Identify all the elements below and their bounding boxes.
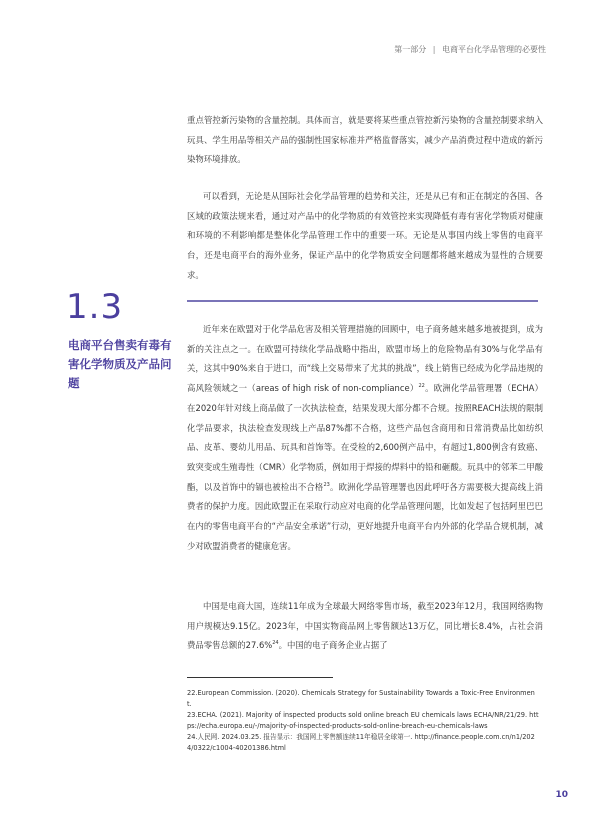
paragraph-4-part-2: 。中国的电子商务企业占据了 bbox=[278, 640, 388, 651]
footnote-rule bbox=[187, 677, 333, 678]
paragraph-2-text: 可以看到，无论是从国际社会化学品管理的趋势和关注，还是从已有和正在制定的各国、各区域的政策法规来看，通过对产品中的化学物质的有效管控来实现降低有毒有害化学物质对健康和环境的不利影响都是整体化学品管理工作中的重要一环。无论是从事国内线上零售的电商平台，还是电商平台的海外业务，保证产品中的化学物质安全问题都将越来越成为显性的合规要求。 bbox=[187, 191, 543, 280]
header-part: 第一部分 bbox=[394, 45, 427, 54]
footnote-ref-22[interactable]: 22 bbox=[418, 383, 425, 390]
section-divider bbox=[187, 300, 538, 302]
paragraph-1-text: 重点管控新污染物的含量控制。具体而言，就是要将某些重点管控新污染物的含量控制要求纳入玩具、学生用品等相关产品的强制性国家标准并严格监督落实，减少产品消费过程中造成的新污染物环境排放。 bbox=[187, 115, 543, 165]
header-separator: | bbox=[432, 45, 436, 54]
footnote-ref-23[interactable]: 23 bbox=[323, 481, 330, 488]
paragraph-3-part-3: 。欧洲化学品管理署也因此呼吁各方需要极大提高线上消费者的保护力度。因此欧盟正在采取行动应对电商的化学品管理问题，比如发起了包括阿里巴巴在内的零售电商平台的“产品安全承诺”行动，更好地提升电商平台内外部的化学品合规机制，减少对欧盟消费者的健康危害。 bbox=[187, 481, 544, 551]
footnote-23: 23.ECHA. (2021). Majority of inspected products sold online breach EU chemicals laws ECHA/NR/21/29. https://echa.europa.eu/-/majority-of-inspected-products-sold-online-breach-eu-chemicals-laws bbox=[187, 711, 539, 730]
paragraph-4-text bbox=[187, 597, 543, 656]
footnote-ref-24[interactable]: 24 bbox=[272, 640, 279, 647]
paragraph-4-part-1: 中国是电商大国，连续11年成为全球最大网络零售市场，截至2023年12月，我国网络购物用户规模达9.15亿。2023年，中国实物商品网上零售额达13万亿，同比增长8.4%，占社会消费品零售总额的27.6% bbox=[187, 601, 543, 651]
section-number: 1.3 bbox=[66, 287, 124, 327]
paragraph-3-part-2: 。欧洲化学品管理署（ECHA）在2020年针对线上商品做了一次执法检查，结果发现大部分都不合规。按照REACH法规的限制化学品要求，执法检查发现线上产品87%都不合格，这些产品包含商用和日常消费品比如纺织品、皮革、婴幼儿用品、玩具和首饰等。在受检的2,600例产品中，有超过1,800例含有致癌、致突变或生殖毒性（CMR）化学物质，例如用于焊接的焊料中的铅和砸酸。玩具中的邻苯二甲酸酯，以及首饰中的镉也被检出不合格 bbox=[187, 383, 543, 492]
header-chapter: 电商平台化学品管理的必要性 bbox=[442, 45, 546, 54]
footnote-22: 22.European Commission. (2020). Chemicals Strategy for Sustainability Towards a Toxic-Free Environment. bbox=[187, 689, 535, 708]
paragraph-4 bbox=[187, 597, 543, 656]
footnote-24: 24.人民网. 2024.03.25. 报告显示：我国网上零售额连续11年稳居全球第一. http://finance.people.com.cn/n1/2024/0322/c1004-40201386.html bbox=[187, 733, 535, 752]
paragraph-3 bbox=[187, 320, 543, 556]
running-header bbox=[394, 44, 546, 55]
paragraph-1 bbox=[187, 111, 543, 170]
paragraph-3-part-1: 近年来在欧盟对于化学品危害及相关管理措施的回顾中，电子商务越来越多地被提到，成为新的关注点之一。在欧盟可持续化学品战略中指出，欧盟市场上的危险物品有30%与化学品有关，这其中90%来自于进口，而“线上交易带来了尤其的挑战”，线上销售已经成为化学品违规的高风险领域之一（areas of high risk of non-compliance） bbox=[187, 324, 543, 394]
paragraph-3-text bbox=[187, 320, 543, 556]
footnotes bbox=[187, 688, 539, 754]
paragraph-2 bbox=[187, 187, 543, 286]
page-number: 10 bbox=[555, 790, 568, 800]
section-title: 电商平台售卖有毒有害化学物质及产品问题 bbox=[68, 338, 172, 390]
